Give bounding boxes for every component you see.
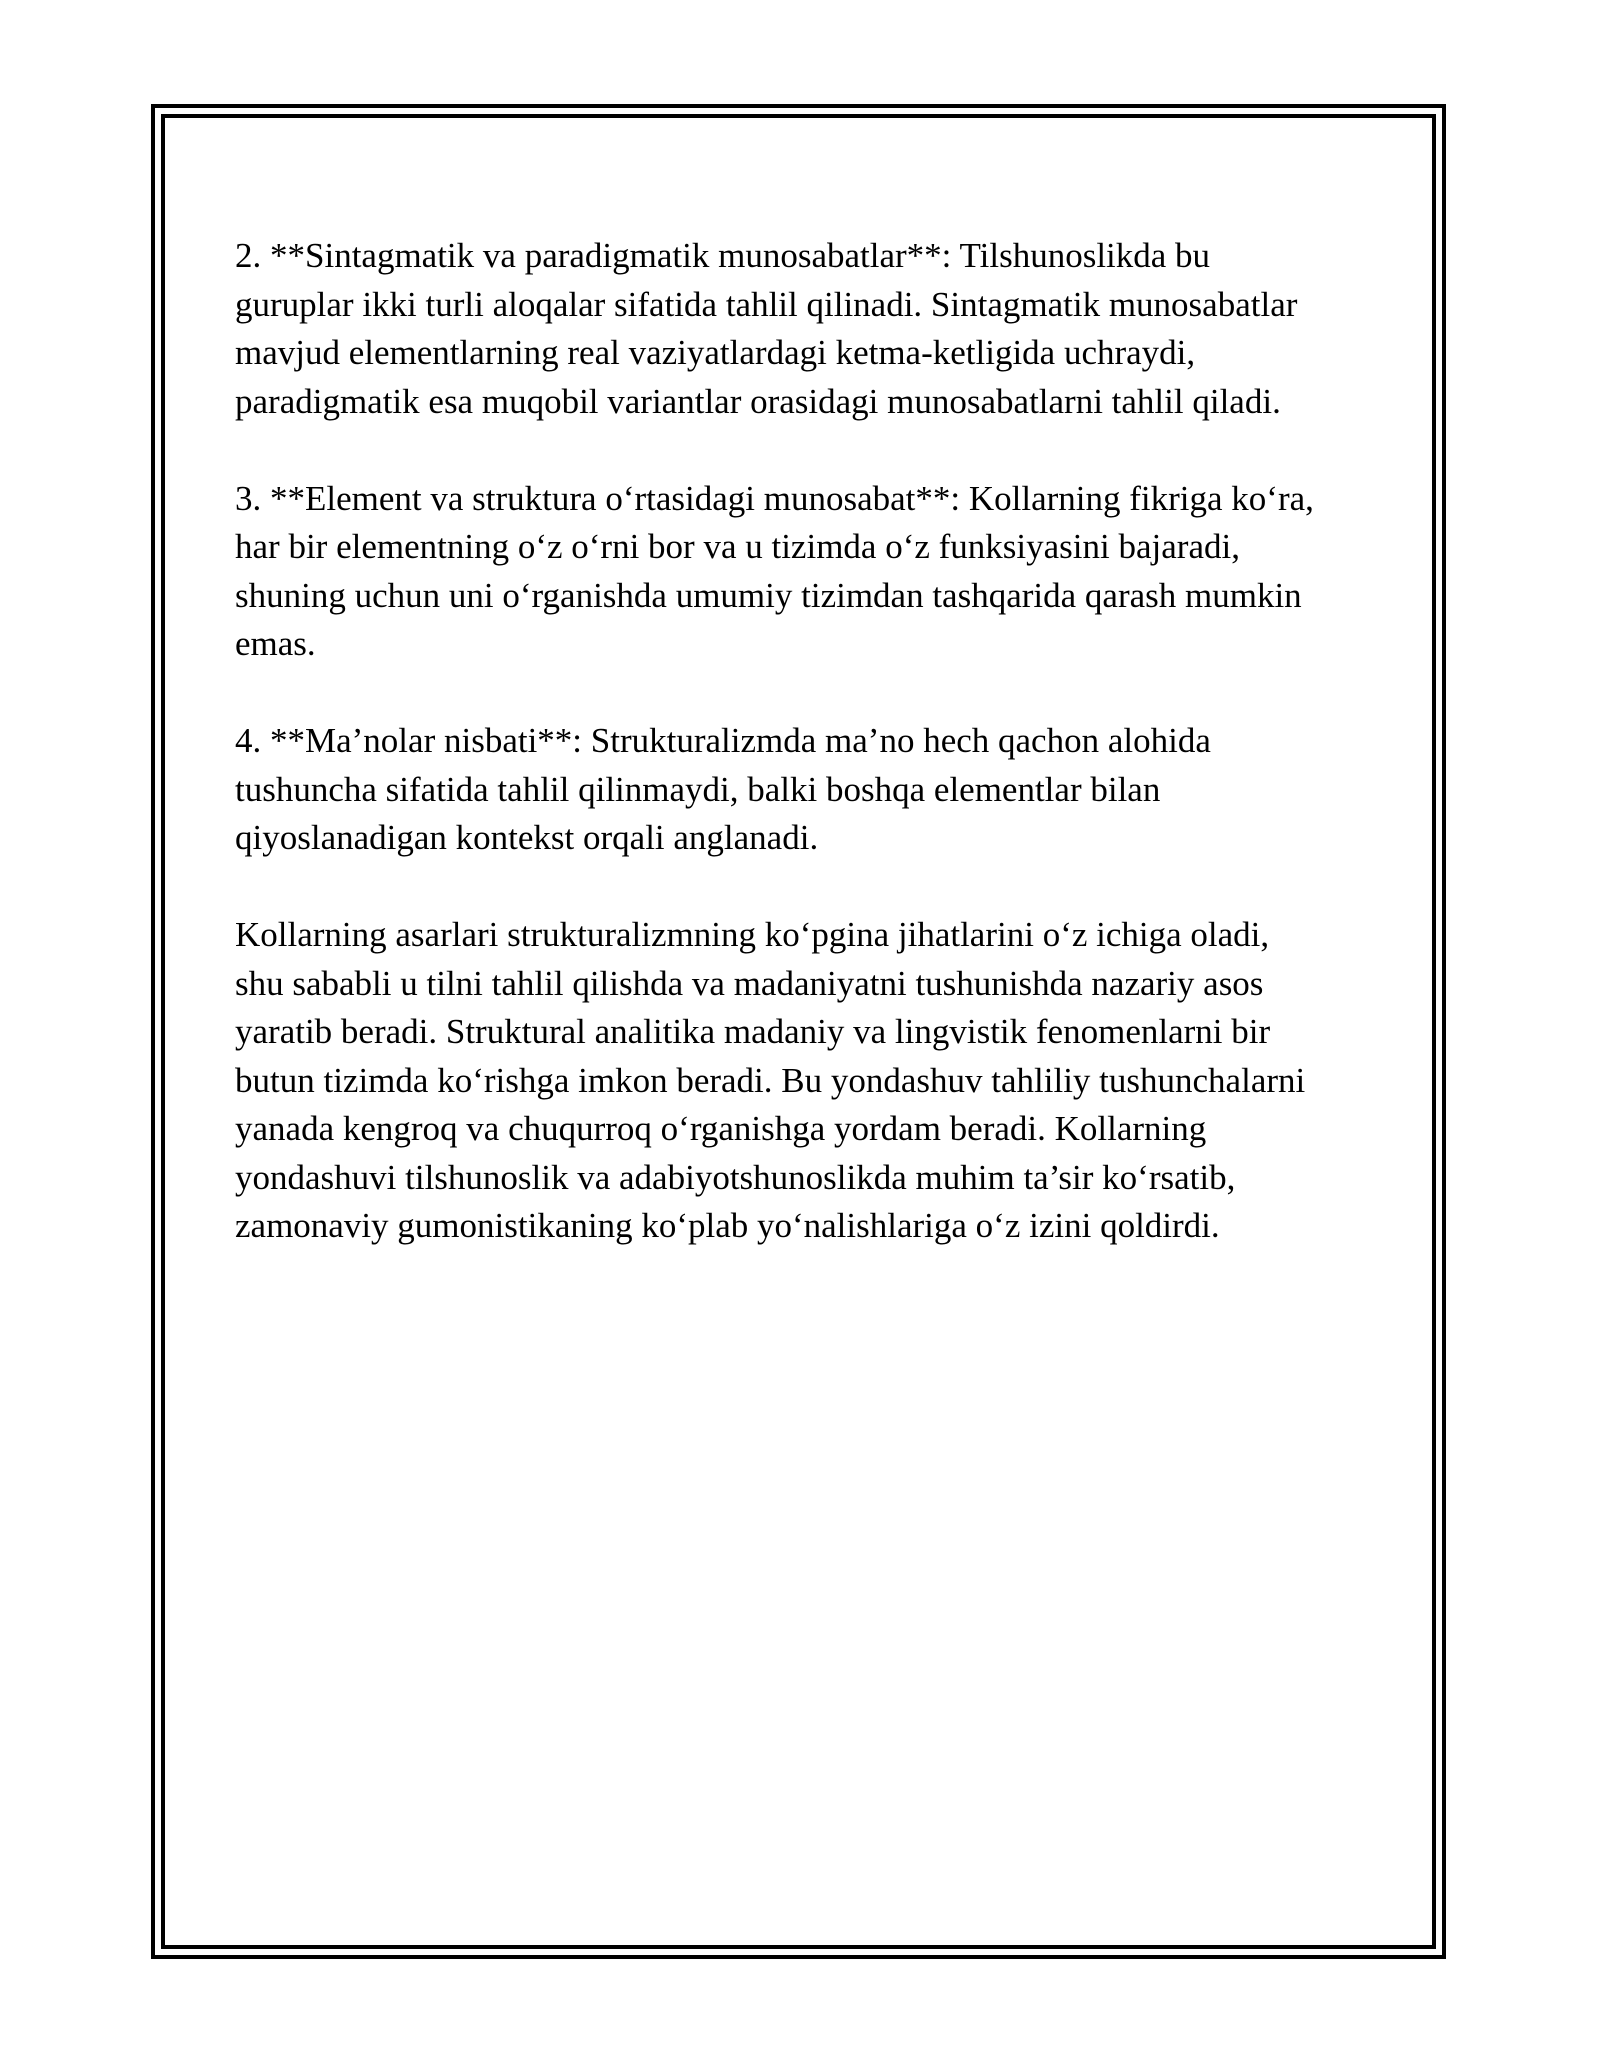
text-line: tushuncha sifatida tahlil qilinmaydi, balki boshqa elementlar bilan xyxy=(235,769,1161,809)
text-line: guruplar ikki turli aloqalar sifatida tahlil qilinadi. Sintagmatik munosabatlar xyxy=(235,284,1298,324)
paragraph-conclusion xyxy=(235,911,1385,1251)
paragraph-syntagmatic-relations xyxy=(235,232,1385,426)
text-line: shuning uchun uni oʻrganishda umumiy tizimdan tashqarida qarash mumkin xyxy=(235,575,1302,615)
paragraph-meaning-relations xyxy=(235,717,1385,863)
text-line: zamonaviy gumonistikaning koʻplab yoʻnalishlariga oʻz izini qoldirdi. xyxy=(235,1206,1220,1245)
text-line: butun tizimda koʻrishga imkon beradi. Bu yondashuv tahliliy tushunchalarni xyxy=(235,1060,1306,1100)
text-line: yaratib beradi. Struktural analitika madaniy va lingvistik fenomenlarni bir xyxy=(235,1012,1271,1051)
text-line: mavjud elementlarning real vaziyatlardagi ketma-ketligida uchraydi, xyxy=(235,333,1196,372)
text-line: 4. **Ma’nolar nisbati**: Strukturalizmda ma’no hech qachon alohida xyxy=(235,721,1211,760)
text-line: yondashuvi tilshunoslik va adabiyotshunoslikda muhim ta’sir koʻrsatib, xyxy=(235,1157,1236,1197)
text-line: har bir elementning oʻz oʻrni bor va u tizimda oʻz funksiyasini bajaradi, xyxy=(235,527,1240,566)
text-line: emas. xyxy=(235,624,316,663)
text-line: qiyoslanadigan kontekst orqali anglanadi. xyxy=(235,818,819,857)
text-line: paradigmatik esa muqobil variantlar orasidagi munosabatlarni tahlil qiladi. xyxy=(235,381,1281,421)
paragraph-element-structure xyxy=(235,475,1385,669)
text-line: 2. **Sintagmatik va paradigmatik munosabatlar**: Tilshunoslikda bu xyxy=(235,236,1211,275)
text-line: Kollarning asarlari strukturalizmning koʻpgina jihatlarini oʻz ichiga oladi, xyxy=(235,915,1270,954)
document-body xyxy=(235,232,1385,1299)
text-line: yanada kengroq va chuqurroq oʻrganishga yordam beradi. Kollarning xyxy=(235,1109,1207,1148)
text-line: 3. **Element va struktura oʻrtasidagi munosabat**: Kollarning fikriga koʻra, xyxy=(235,478,1314,518)
text-line: shu sababli u tilni tahlil qilishda va madaniyatni tushunishda nazariy asos xyxy=(235,963,1264,1003)
